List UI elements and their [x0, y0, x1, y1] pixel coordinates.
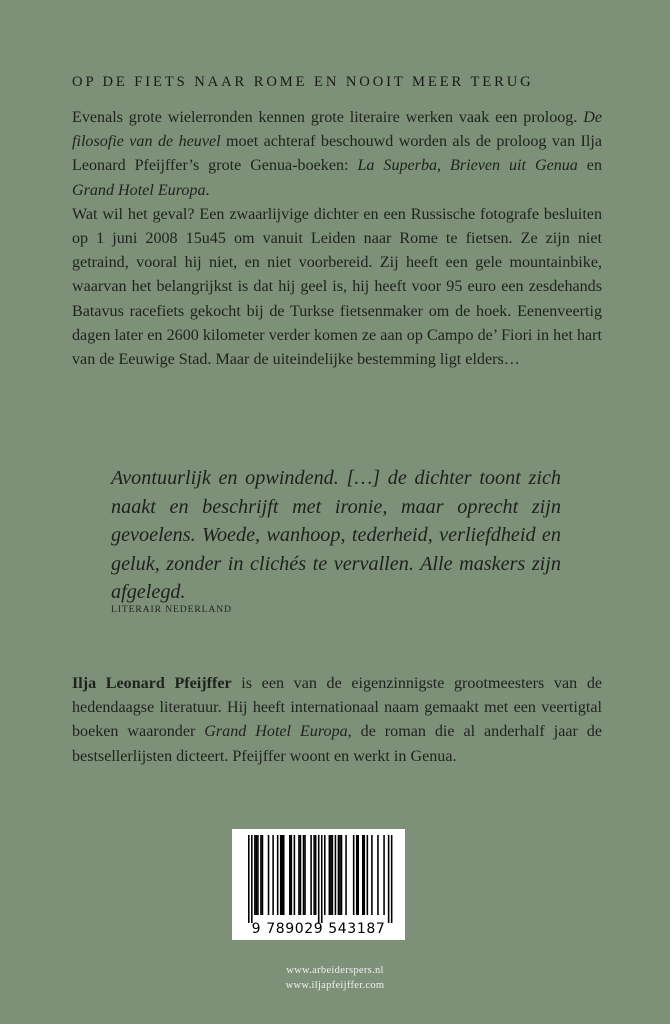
barcode-bar [251, 835, 253, 923]
author-bio-segment: , de roman die al anderhalf jaar de bestsellerlijsten dicteert. Pfeijffer woont en werkt in Genua. [72, 723, 603, 765]
barcode-bar [289, 835, 291, 915]
barcode-bar [272, 835, 274, 915]
blurb-text-segment: moet achteraf beschouwd worden als de proloog van Ilja Leonard Pfeijffer’s grote Genua-boeken: [72, 133, 602, 175]
author-bio [72, 672, 602, 769]
barcode-bar [268, 835, 270, 915]
barcode-bar [388, 835, 390, 923]
blurb-text-segment: en [577, 157, 602, 175]
barcode-bar [300, 835, 302, 915]
barcode-bar [330, 835, 332, 915]
blurb-title-italic: Grand Hotel Europa [72, 181, 206, 199]
barcode-bar [315, 835, 317, 915]
barcode-bar [318, 835, 320, 923]
blurb-paragraph-1 [72, 106, 602, 203]
barcode-bar [383, 835, 385, 915]
barcode-bar [277, 835, 279, 915]
blurb-paragraph-2: Wat wil het geval? Een zwaarlijvige dichter en een Russische fotografe besluiten op 1 juni 2008 15u45 om vanuit Leiden naar Rome te fietsen. Ze zijn niet getraind, vooral hij niet, en niet voorbereid. Zij heeft een gele mountainbike, waarvan het belangrijkst is dat hij geel is, hij heeft voor 95 euro een zesdehands Batavus racefiets gekocht bij de Turkse fietsenmaker om de hoek. Eenenveertig dagen later en 2600 kilometer verder komen ze aan op Campo de’ Fiori in het hart van de Eeuwige Stad. Maar de uiteindelijke bestemming ligt elders… [72, 205, 602, 369]
barcode-bar [335, 835, 337, 915]
review-source: LITERAIR NEDERLAND [111, 604, 232, 615]
author-bio-paragraph [72, 672, 602, 769]
author-bio-segment: is een van de eigenzinnigste grootmeesters van de hedendaagse literatuur. Hij heeft internationaal naam gemaakt met een veertigtal boeken waaronder [72, 675, 603, 741]
publisher-url: www.arbeiderspers.nl [286, 965, 384, 976]
barcode-bar [313, 835, 315, 915]
barcode-bar [257, 835, 259, 915]
barcode-bar [357, 835, 359, 915]
barcode-bar [362, 835, 364, 915]
barcode-bar [248, 835, 250, 923]
barcode-bar [294, 835, 296, 915]
barcode-bar [332, 835, 334, 915]
website-urls [0, 963, 670, 993]
barcode-bar [298, 835, 300, 915]
barcode-bar [321, 835, 323, 923]
barcode-bar [291, 835, 293, 915]
barcode-bar [329, 835, 331, 915]
blurb-title-italic: De filosofie van de heuvel [72, 109, 602, 151]
barcode-bar [303, 835, 305, 915]
barcode-bar [310, 835, 312, 915]
barcode-bar [281, 835, 283, 915]
blurb-text-segment: . [205, 181, 210, 199]
barcode-bar [345, 835, 347, 915]
barcode-bar [283, 835, 285, 915]
barcode-bar [339, 835, 341, 915]
barcode-bar [280, 835, 282, 915]
barcode-number: 9 789029 543187 [251, 921, 386, 937]
cover-heading: OP DE FIETS NAAR ROME EN NOOIT MEER TERUG [72, 74, 534, 90]
blurb-title-italic: La Superba, Brieven uit Genua [357, 157, 578, 175]
barcode-bar [256, 835, 258, 915]
barcode-bar [338, 835, 340, 915]
barcode-bar [304, 835, 306, 915]
barcode-bar [324, 835, 326, 915]
barcode-bar [391, 835, 393, 923]
barcode-bar [254, 835, 256, 915]
review-quote: Avontuurlijk en opwindend. […] de dichter toont zich naakt en beschrijft met ironie, maar oprecht zijn gevoelens. Woede, wanhoop, tederheid, verliefdheid en geluk, zonder in clichés te vervallen. Alle maskers zijn afgelegd. [111, 467, 561, 603]
blurb-text-segment: Evenals grote wielerronden kennen grote literaire werken vaak een proloog. [72, 109, 584, 126]
barcode-graphic [232, 829, 405, 940]
barcode-bar [260, 835, 262, 915]
barcode-bar [364, 835, 366, 915]
author-name: Ilja Leonard Pfeijffer [72, 675, 232, 692]
isbn-barcode [232, 829, 405, 940]
barcode-bar [341, 835, 343, 915]
author-url: www.iljapfeijffer.com [285, 980, 385, 991]
barcode-bar [367, 835, 369, 915]
barcode-bar [371, 835, 373, 915]
barcode-bar [262, 835, 264, 915]
blurb-text [72, 106, 602, 372]
author-book-title: Grand Hotel Europa [204, 723, 348, 741]
barcode-bar [377, 835, 379, 915]
barcode-bar [353, 835, 355, 915]
barcode-bar [356, 835, 358, 915]
